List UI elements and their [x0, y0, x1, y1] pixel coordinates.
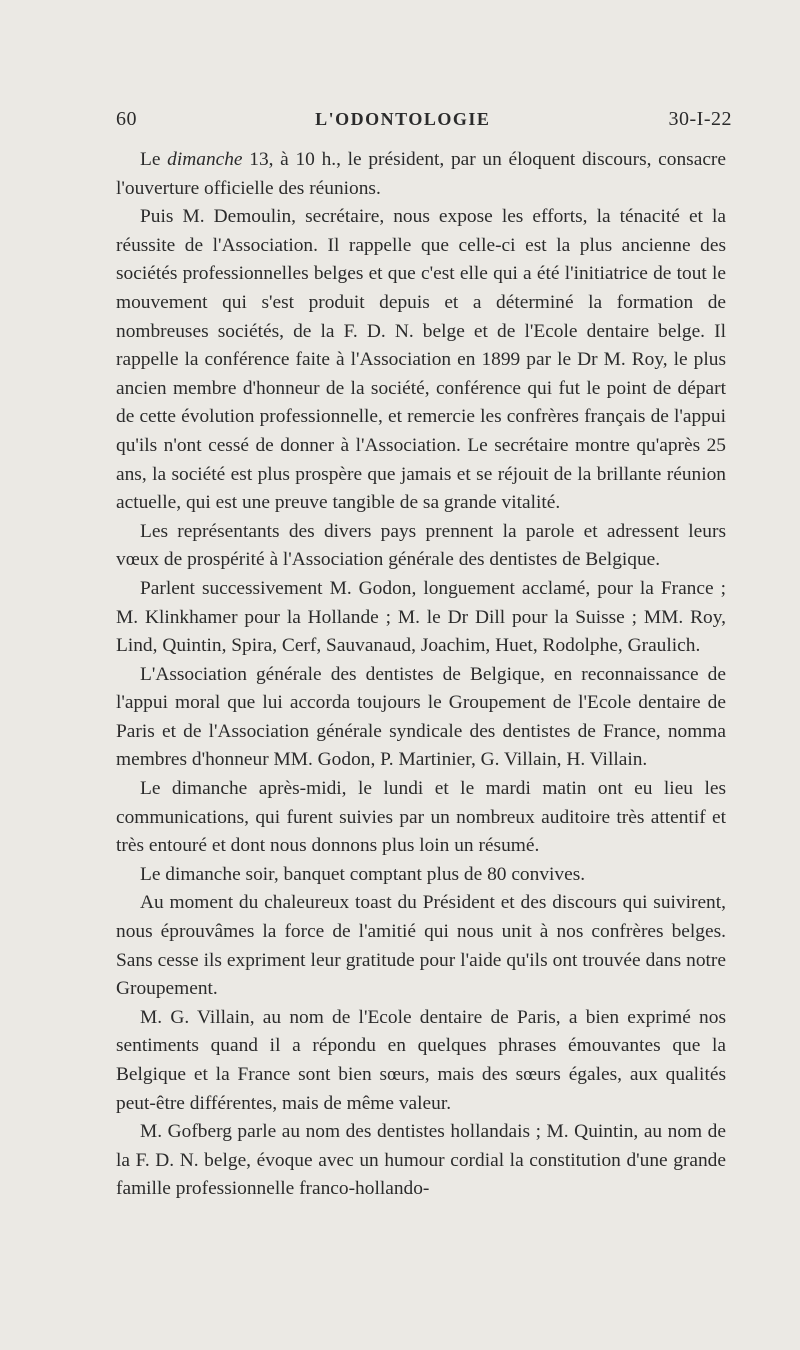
paragraph: Le dimanche après-midi, le lundi et le mardi matin ont eu lieu les communications, qui furent suivies par un nombreux auditoire très attentif et très entouré et dont nous donnons plus loin un résumé.: [116, 778, 726, 857]
paragraph: [116, 146, 726, 203]
paragraph: Le dimanche soir, banquet comptant plus de 80 convives.: [140, 863, 586, 885]
journal-title: L'ODONTOLOGIE: [315, 109, 491, 129]
issue-date: 30-I-22: [668, 108, 732, 130]
page-number: 60: [116, 108, 137, 130]
paragraph-lead: Le: [140, 149, 168, 170]
paragraph: Les représentants des divers pays prennent la parole et adressent leurs vœux de prospérité à l'Association générale des dentistes de Belgique.: [116, 520, 726, 571]
article-body: [116, 146, 726, 1204]
paragraph-lead-italic: dimanche: [167, 149, 243, 170]
paragraph-text: 13, à 10 h., le président, par un éloquent discours, consacre l'ouverture officielle des réunions.: [116, 149, 726, 199]
paragraph: M. G. Villain, au nom de l'Ecole dentaire de Paris, a bien exprimé nos sentiments quand il a répondu en quelques phrases émouvantes que la Belgique et la France sont bien sœurs, mais des sœurs égales, aux qualités peut-être différentes, mais de même valeur.: [116, 1006, 726, 1114]
paragraph: Parlent successivement M. Godon, longuement acclamé, pour la France ; M. Klinkhamer pour la Hollande ; M. le Dr Dill pour la Suisse ; MM. Roy, Lind, Quintin, Spira, Cerf, Sauvanaud, Joachim, Huet, Rodolphe, Graulich.: [116, 577, 726, 657]
running-header: [116, 108, 732, 131]
paragraph: L'Association générale des dentistes de Belgique, en reconnaissance de l'appui moral que lui accorda toujours le Groupement de l'Ecole dentaire de Paris et de l'Association générale syndicale des dentistes de France, nomma membres d'honneur MM. Godon, P. Martinier, G. Villain, H. Villain.: [116, 663, 726, 771]
paragraph: M. Gofberg parle au nom des dentistes hollandais ; M. Quintin, au nom de la F. D. N. belge, évoque avec un humour cordial la constitution d'une grande famille professionnelle franco-hollando-: [116, 1121, 726, 1200]
paragraph: Au moment du chaleureux toast du Président et des discours qui suivirent, nous éprouvâmes la force de l'amitié qui nous unit à nos confrères belges. Sans cesse ils expriment leur gratitude pour l'aide qu'ils ont trouvée dans notre Groupement.: [116, 892, 726, 1000]
paragraph: Puis M. Demoulin, secrétaire, nous expose les efforts, la ténacité et la réussite de l'Association. Il rappelle que celle-ci est la plus ancienne des sociétés professionnelles belges et que c'est elle qui a été l'initiatrice de tout le mouvement qui s'est produit depuis et a déterminé la formation de nombreuses sociétés, de la F. D. N. belge et de l'Ecole dentaire belge. Il rappelle la conférence faite à l'Association en 1899 par le Dr M. Roy, le plus ancien membre d'honneur de la société, conférence qui fut le point de départ de cette évolution professionnelle, et remercie les confrères français de l'appui qu'ils n'ont cessé de donner à l'Association. Le secrétaire montre qu'après 25 ans, la société est plus prospère que jamais et se réjouit de la brillante réunion actuelle, qui est une preuve tangible de sa grande vitalité.: [116, 206, 726, 514]
